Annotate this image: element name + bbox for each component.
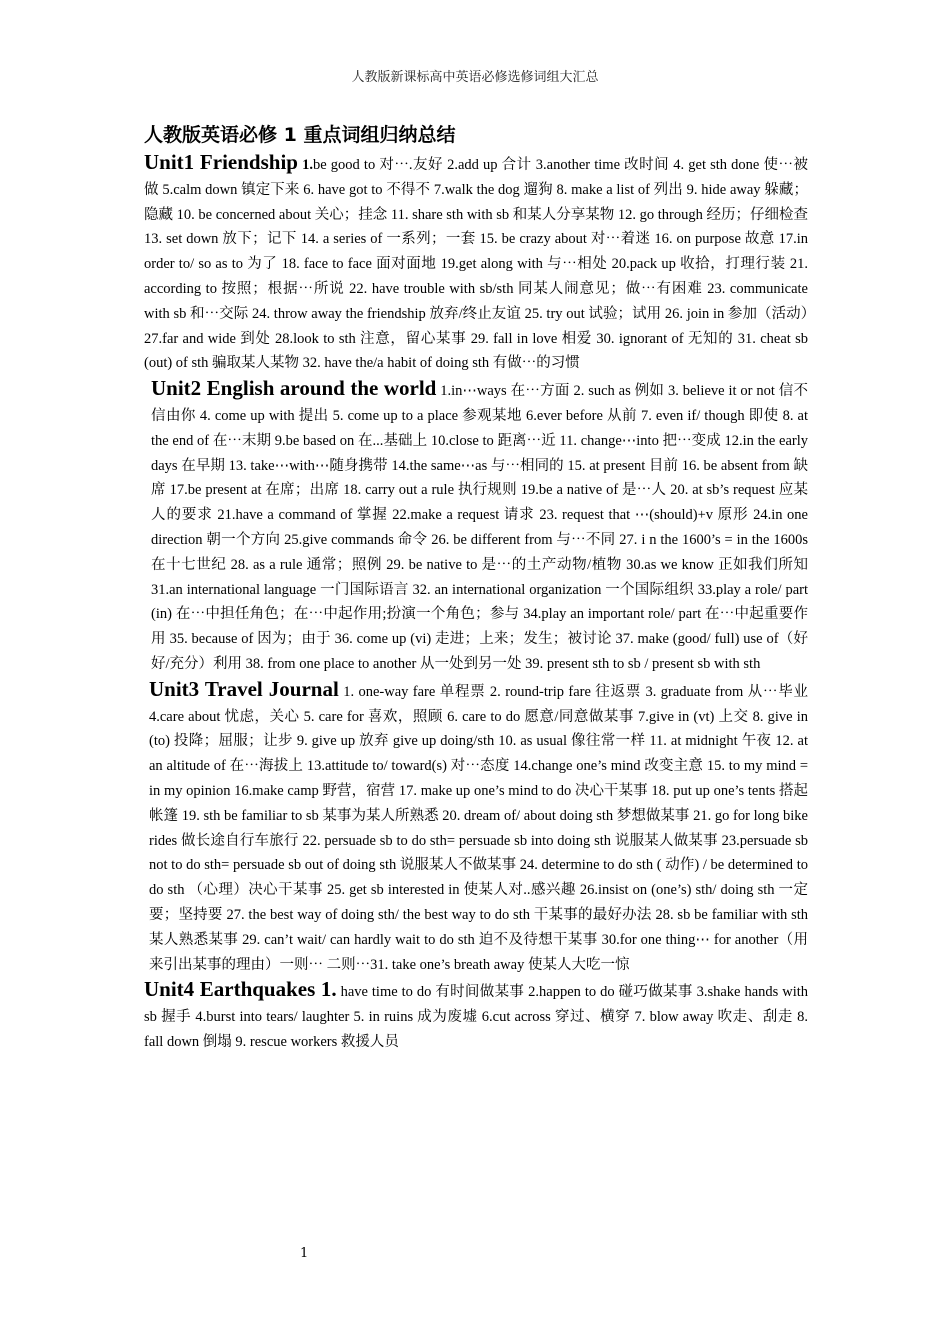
page-number: 1 (300, 1246, 309, 1261)
unit-4-heading: Unit4 Earthquakes 1. (144, 977, 337, 1002)
document-title: 人教版英语必修 1 重点词组归纳总结 (144, 124, 456, 146)
unit-1-lead: 1. (297, 157, 313, 173)
unit-2-heading: Unit2 English around the world (151, 376, 437, 401)
unit-4-paragraph (144, 977, 808, 1054)
unit-4-text: have time to do 有时间做某事 2.happen to do 碰巧做某事 3.shake hands with sb 握手 4.burst into tears/ laughter 5. in ruins 成为废墟 6.cut across 穿过、横穿 7. blow away 吹走、刮走 8. fall down 倒塌 9. rescue workers 救援人员 (144, 984, 809, 1050)
unit-1-text: be good to 对⋯.友好 2.add up 合计 3.another time 改时间 4. get sth done 使⋯被做 5.calm down 镇定下来 6. have got to 不得不 7.walk the dog 遛狗 8. make a list of 列出 9. hide away 躲藏；隐藏 10. be concerned about 关心；挂念 11. share sth with sb 和某人分享某物 12. go through 经历；仔细检查 13. set down 放下；记下 14. a series of 一系列；一套 15. be crazy about 对⋯着迷 16. on purpose 故意 17.in order to/ so as to 为了 18. face to face 面对面地 19.get along with 与⋯相处 20.pack up 收拾，打理行装 21. according to 按照；根据⋯所说 22. have trouble with sb/sth 同某人闹意见；做⋯有困难 23. communicate with sb 和⋯交际 24. throw away the friendship 放弃/终止友谊 25. try out 试验；试用 26. join in 参加（活动）27.far and wide 到处 28.look to sth 注意，留心某事 29. fall in love 相爱 30. ignorant of 无知的 31. cheat sb (out) of sth 骗取某人某物 32. have the/a habit of doing sth 有做⋯的习惯 (144, 157, 808, 372)
unit-3-paragraph (144, 677, 808, 978)
unit-3-text: 1. one-way fare 单程票 2. round-trip fare 往返票 3. graduate from 从⋯毕业 4.care about 忧虑，关心 5. care for 喜欢，照顾 6. care to do 愿意/同意做某事 7.give in (vt) 上交 8. give in (to) 投降；屈服；让步 9. give up 放弃 give up doing/sth 10. as usual 像往常一样 11. at midnight 午夜 12. at an altitude of 在⋯海拔上 13.attitude to/ toward(s) 对⋯态度 14.change one’s mind 改变主意 15. to my mind = in my opinion 16.make camp 野营，宿营 17. make up one’s mind to do 决心干某事 18. put up one’s tents 搭起帐篷 19. sth be familiar to sb 某事为某人所熟悉 20. dream of/ about doing sth 梦想做某事 21. go for long bike rides 做长途自行车旅行 22. persuade sb to do sth= persuade sb into doing sth 说服某人做某事 23.persuade sb not to do sth= persuade sb out of doing sth 说服某人不做某事 24. determine to do sth ( 动作) / be determined to do sth （心理）决心干某事 25. get sb interested in 使某人对..感兴趣 26.insist on (one’s) sth/ doing sth 一定要；坚持要 27. the best way of doing sth/ the best way to do sth 干某事的最好办法 28. sb be familiar with sth 某人熟悉某事 29. can’t wait/ can hardly wait to do sth 迫不及待想干某事 30.for one thing⋯ for another（用来引出某事的理由）一则⋯ 二则⋯31. take one’s breath away 使某人大吃一惊 (149, 683, 809, 973)
unit-3-heading: Unit3 Travel Journal (149, 676, 339, 701)
unit-2-text: 1.in⋯ways 在⋯方面 2. such as 例如 3. believe it or not 信不信由你 4. come up with 提出 5. come up to a place 参观某地 6.ever before 从前 7. even if/ though 即使 8. at the end of 在⋯末期 9.be based on 在...基础上 10.close to 距离⋯近 11. change⋯into 把⋯变成 12.in the early days 在早期 13. take⋯with⋯随身携带 14.the same⋯as 与⋯相同的 15. at present 目前 16. be absent from 缺席 17.be present at 在席；出席 18. carry out a rule 执行规则 19.be a native of 是⋯人 20. at sb’s request 应某人的要求 21.have a command of 掌握 22.make a request 请求 23. request that ⋯(should)+v 原形 24.in one direction 朝一个方向 25.give commands 命令 26. be different from 与⋯不同 27. i n the 1600’s = in the 1600s 在十七世纪 28. as a rule 通常；照例 29. be native to 是⋯的土产动物/植物 30.as we know 正如我们所知 31.an international language 一门国际语言 32. an international organization 一个国际组织 33.play a role/ part (in) 在⋯中担任角色；在⋯中起作用;扮演一个角色；参与 34.play an important role/ part 在⋯中起重要作用 35. because of 因为；由于 36. come up (vi) 走进；上来；发生；被讨论 37. make (good/ full) use of（好好/充分）利用 38. from one place to another 从一处到另一处 39. present sth to sb / present sb with sth (151, 383, 808, 672)
unit-1-heading: Unit1 Friendship (144, 150, 298, 174)
running-header: 人教版新课标高中英语必修选修词组大汇总 (351, 70, 599, 85)
unit-1-paragraph (144, 150, 808, 376)
document-body (144, 122, 808, 1055)
unit-2-paragraph (144, 376, 808, 677)
